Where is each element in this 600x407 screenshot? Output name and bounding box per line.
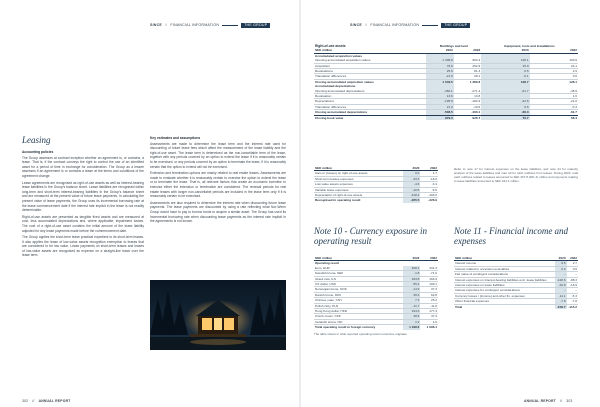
row-label: Recognised in operating result (314, 198, 403, 203)
row-label: Accumulated depreciations (315, 84, 356, 89)
header-brand: SINCE (350, 23, 362, 27)
row-value: -11.1 (555, 293, 567, 298)
key-estimates-column (150, 136, 286, 274)
lease-expenses-table (314, 166, 438, 203)
row-value: -7.8 (555, 299, 567, 304)
row-label: Depreciations (314, 99, 426, 104)
row-value: -193.0 (420, 193, 438, 198)
row-label: Interest expenses on interest-bearing liabilities excl. lease liabilities (454, 277, 555, 282)
left-page-number: 302 (22, 399, 29, 403)
header-brand: SINCE (150, 23, 162, 27)
row-value: 66.4 (530, 115, 578, 120)
body-paragraph: Lease agreements are recognised as right-of-use assets as well as interest-bearing lease liabilities in the Group's balance sheet. Lease liabilities are recognised within long-term and short-term interest-bearing liabilities in the Group's balance sheet and are measured at the present value of future lease payments. In calculating the present value of lease payments, the Group uses its incremental borrowing rate at the lease commencement date if the interest rate implicit in the lease is not readily determinable. (22, 180, 144, 213)
row-label: Danish krone, DKK (314, 292, 403, 297)
row-value: 13.6 (426, 94, 453, 99)
row-label: Closing book value (314, 115, 426, 120)
rou-year: 2023 (426, 48, 453, 53)
rou-col-equipment: Equipment, tools and installations (504, 44, 555, 49)
row-value: -22.6 (481, 99, 529, 104)
row-label: Opening accumulated depreciations (314, 89, 426, 94)
table-total-row (314, 325, 438, 330)
row-value: -16.0 (420, 176, 438, 181)
row-value: 979.3 (426, 115, 453, 120)
row-value: -20.8 (555, 283, 567, 288)
row-value: -0.1 (481, 74, 529, 79)
note11-table (454, 256, 578, 309)
row-value: -0.3 (530, 104, 578, 109)
row-label: Acquisition (314, 63, 426, 68)
row-label: Closing accumulated depreciations (314, 110, 426, 115)
header-group-tab: THE GROUP (241, 23, 270, 28)
cabin-photo (150, 280, 286, 350)
row-label: Interest income (454, 261, 555, 266)
left-page-header (150, 22, 270, 28)
row-label: Euro, EUR (314, 266, 403, 271)
row-value: 468.1 (403, 266, 421, 271)
row-value: -68.0 (481, 110, 529, 115)
row-value: 252.9 (454, 63, 481, 68)
row-value: 1.0 (420, 319, 438, 324)
row-value: -1.8 (403, 271, 421, 276)
row-label: Hong Kong dollar, HKD (314, 309, 403, 314)
row-label: Israeli new, ILS (314, 276, 403, 281)
row-value: -7.8 (567, 299, 578, 304)
rou-unit: SEK million (314, 48, 426, 53)
note10-year: 2022 (420, 256, 438, 261)
row-value: – (555, 288, 567, 293)
row-value: -11.7 (403, 303, 421, 308)
row-value: 28.1 (454, 74, 481, 79)
row-value: 15.0 (481, 63, 529, 68)
row-value: 62.8 (420, 292, 438, 297)
rou-year: 2022 (530, 48, 578, 53)
row-value: 164.9 (420, 276, 438, 281)
row-value: -33.3 (403, 176, 421, 181)
row-label: Total (454, 304, 555, 309)
row-value: 76.9 (426, 63, 453, 68)
body-paragraph: Assessments are also required to determine the interest rate when discounting future lease payments. The lease payments are discounted by using a rate reflecting what Nor-Wenn Group would have to pay to borrow funds to acquire a similar asset. The Group has used its incremental borrowing rate when discounting lease payments as the interest rate implicit in the agreements is not known. (150, 200, 286, 224)
table-total-row (454, 304, 578, 309)
row-value: -9.6 (420, 187, 438, 192)
footer-label: ANNUAL REPORT (524, 399, 556, 403)
right-of-use-assets-table (314, 44, 578, 120)
row-value: 37.3 (420, 287, 438, 292)
row-value: 81.3 (454, 69, 481, 74)
row-value: 0.5 (481, 69, 529, 74)
row-label: Revaluations (314, 69, 426, 74)
row-value: 431.3 (420, 266, 438, 271)
row-value: -61.7 (530, 110, 578, 115)
row-value: -11.8 (420, 303, 438, 308)
lease-side-note: Refer to note 17 for interest expenses on the lease liabilities, and note 24 for maturity analysis of the lease liabilities and note 10 for cash outflows from leases. During 2023, total cash outflows related to leases amounted to SEK 267.8 (201.4) million and payments relating to lease liabilities amounted to SEK 244.1 million. (454, 167, 578, 183)
row-label: US dollar, USD (314, 282, 403, 287)
row-label: Total operating result in foreign currency (314, 325, 403, 330)
row-label: Polish zloty, PLN (314, 303, 403, 308)
row-value: -16.9 (567, 283, 578, 288)
row-label: Low value assets expenses (314, 182, 403, 187)
row-label: Swedish krona, SEK (314, 271, 403, 276)
row-value: 0.0 (403, 171, 421, 176)
row-value: -21.0 (530, 99, 578, 104)
table-row (314, 115, 578, 120)
row-value: 48.6 (403, 314, 421, 319)
row-value: -460.1 (426, 89, 453, 94)
header-separator: // (364, 23, 368, 27)
note10-year: 2023 (403, 256, 421, 261)
row-value: 1 398.8 (426, 58, 453, 63)
row-label: Short-term leases expenses (314, 176, 403, 181)
body-paragraph: The Group applies the short-term lease practical expedient to its short-term leases. It also applies the lease of low-value assets recognition exemption to leases that are considered to be low value. Lease payments on short-term leases and leases of low-value assets are recognised as expense on a straight-line basis over the lease term. (22, 235, 144, 258)
row-value: 70.7 (481, 115, 529, 120)
row-value: 183.8 (403, 276, 421, 281)
row-label: Icelandic krona, ISK (314, 319, 403, 324)
header-section: FINANCIAL INFORMATION (370, 23, 420, 27)
note10-title: Note 10 - Currency exposure in operating result (314, 226, 428, 246)
row-value: -115.2 (568, 304, 577, 309)
row-value: 1 096.1 (420, 325, 438, 330)
row-value: -3.4 (420, 182, 438, 187)
row-value: -218.2 (403, 193, 421, 198)
note11-year: 2023 (555, 256, 567, 261)
row-label: Interest expenses on lease liabilities (454, 283, 555, 288)
row-value: -182.9 (454, 99, 481, 104)
left-page-footer (22, 399, 71, 403)
row-label: Chinese yuan, CNY (314, 298, 403, 303)
row-label: Depreciation of right-of-use assets (314, 193, 403, 198)
row-value: 1 549.5 (426, 79, 453, 84)
row-value: 24.1 (530, 63, 578, 68)
note10-unit: SEK million (314, 256, 403, 261)
row-value: 964.4 (454, 58, 481, 63)
row-value: -271.4 (454, 89, 481, 94)
row-value: -508.5 (426, 110, 453, 115)
row-value: 21.3 (426, 104, 453, 109)
column-heading: Key estimates and assumptions (150, 136, 201, 140)
row-label: Other financial expenses (454, 299, 555, 304)
row-value: 25.6 (426, 69, 453, 74)
leasing-title: Leasing (22, 135, 51, 145)
row-value: 0.6 (567, 266, 578, 271)
row-value: 0.2 (555, 266, 567, 271)
row-value: – (567, 288, 578, 293)
row-value: 128.1 (481, 58, 529, 63)
note10-footnote: The table shows in what reported operating result currencies originate. (314, 331, 408, 336)
header-section: FINANCIAL INFORMATION (170, 23, 220, 27)
row-value: 1.6 (530, 94, 578, 99)
header-rule (222, 25, 238, 26)
row-value: 1 198.6 (403, 325, 421, 330)
row-value: -128.6 (556, 277, 566, 282)
row-value: -14.9 (403, 287, 421, 292)
row-value: 13.8 (454, 94, 481, 99)
rou-col-buildings: Buildings and land (439, 44, 468, 49)
right-page-number: 303 (566, 399, 573, 403)
rou-title: Right-of-use assets (315, 44, 346, 48)
row-value: 0.6 (530, 74, 578, 79)
row-value: 25.2 (420, 298, 438, 303)
row-value: 0.6 (481, 104, 529, 109)
row-value: 85.4 (403, 282, 421, 287)
row-value: – (567, 272, 578, 277)
row-value: 1.7 (420, 171, 438, 176)
footer-separator: // (559, 399, 563, 403)
row-value: -5.3 (567, 293, 578, 298)
column-heading: Accounting policies (22, 150, 54, 154)
row-value: – (555, 272, 567, 277)
row-value: 2.9 (530, 69, 578, 74)
lease-year: 2022 (420, 166, 438, 171)
row-value: 2.7 (567, 261, 578, 266)
body-paragraph: Right-of-use assets are presented as tangible fixed assets and are measured at cost, less accumulated depreciations and, where applicable, impairment losses. The cost of a right-of-use asset contains the initial amount of the lease liability adjusted for any lease payments made before the commencement date. (22, 214, 144, 233)
row-value: -88.3 (567, 277, 578, 282)
row-label: Czech crown, CZK (314, 314, 403, 319)
row-label: Translation differences (314, 104, 426, 109)
table-row (454, 293, 578, 298)
page-fold (299, 0, 301, 407)
row-value: -195.6 (426, 99, 453, 104)
row-value: -71.0 (420, 271, 438, 276)
row-label: Gain or (losses) on right-of-use assets (314, 171, 403, 176)
row-value: 926.7 (454, 115, 481, 120)
row-value: 1.9 (403, 319, 421, 324)
row-value: 1 386.8 (454, 79, 481, 84)
row-label: Revaluation (314, 94, 426, 99)
row-value: 36.6 (403, 292, 421, 297)
right-page-footer (524, 399, 573, 403)
row-value: -226.9 (420, 198, 438, 203)
row-value: 47.3 (420, 314, 438, 319)
row-label: Accumulated acquisition values (315, 53, 363, 58)
row-value: 9.5 (555, 261, 567, 266)
row-value: -45.9 (530, 89, 578, 94)
row-label: Fair value of contingent considerations (454, 272, 555, 277)
row-label: Interest expenses for contingent considerations (454, 288, 555, 293)
footer-label: ANNUAL REPORT (38, 399, 71, 403)
footer-separator: // (32, 399, 35, 403)
right-page-header (350, 22, 470, 28)
row-value: -19.6 (454, 104, 481, 109)
table-total-row (314, 198, 438, 203)
note10-table (314, 256, 438, 336)
note11-unit: SEK million (454, 256, 555, 261)
lease-unit: SEK million (314, 166, 403, 171)
body-paragraph: Assessments are made to determine the lease term and the interest rate used for discounting of future lease fees which affect the measurement of the lease liability and the right-of-use asset. The lease term is determined as the non-cancellable term of the lease, together with any periods covered by an option to extend the lease if it is reasonably certain to be exercised, or any periods covered by an option to terminate the lease, if it is reasonably certain that the option to extend will not be exercised. (150, 141, 286, 169)
row-value: -10.5 (403, 187, 421, 192)
row-label: Norwegian krone, NOK (314, 287, 403, 292)
row-value: -265.5 (403, 198, 421, 203)
row-value: 103.9 (530, 58, 578, 63)
row-label: Closing accumulated acquisition values (314, 79, 426, 84)
row-value: -61.7 (481, 89, 529, 94)
row-value: -4.6 (403, 182, 421, 187)
rou-year: 2022 (454, 48, 481, 53)
note10-group: Operating result (315, 261, 339, 266)
row-label: Currency losses / (income) and other fin. expenses (454, 293, 555, 298)
header-separator: // (164, 23, 168, 27)
row-value: -158.7 (556, 304, 566, 309)
row-value: 194.6 (403, 309, 421, 314)
row-value: 109.1 (420, 282, 438, 287)
note11-title: Note 11 - Financial income and expenses (454, 226, 569, 246)
body-paragraph: The Group assesses at contract inception whether an agreement is, or contains, a lease. That is, if the contract conveys the right to control the use of an identified asset for a period of time in exchange for consideration. The Group as a lessee assesses if an agreement is or contains a lease at the terms and conditions of the agreement change. (22, 155, 144, 178)
row-label: Variable lease expenses (314, 187, 403, 192)
header-rule (422, 25, 438, 26)
row-label: Translation differences (314, 74, 426, 79)
accounting-policies-column (22, 150, 144, 390)
row-value: -21.9 (426, 74, 453, 79)
row-value: 7.3 (403, 298, 421, 303)
row-value: -460.1 (454, 110, 481, 115)
body-paragraph: Extension and termination options are mainly related to real estate leases. Assessments are made to evaluate whether it is reasonably certain to exercise the option to extend the lease or to terminate the lease. That is, all relevant factors that create an economic incentive to exercise either the extension or termination are considered. The renewal periods for real estate leases with longer non-cancellable periods are included in the lease term only if it is reasonably certain to be exercised. (150, 171, 286, 199)
row-label: Opening accumulated acquisition values (314, 58, 426, 63)
table-row (454, 277, 578, 282)
row-label: Interest related to uncertain receivables (454, 266, 555, 271)
note11-year: 2022 (567, 256, 578, 261)
lease-year: 2023 (403, 166, 421, 171)
row-value: 138.7 (481, 79, 529, 84)
row-value: 177.3 (420, 309, 438, 314)
row-value: 128.1 (530, 79, 578, 84)
rou-year: 2023 (481, 48, 529, 53)
header-group-tab: THE GROUP (441, 23, 470, 28)
